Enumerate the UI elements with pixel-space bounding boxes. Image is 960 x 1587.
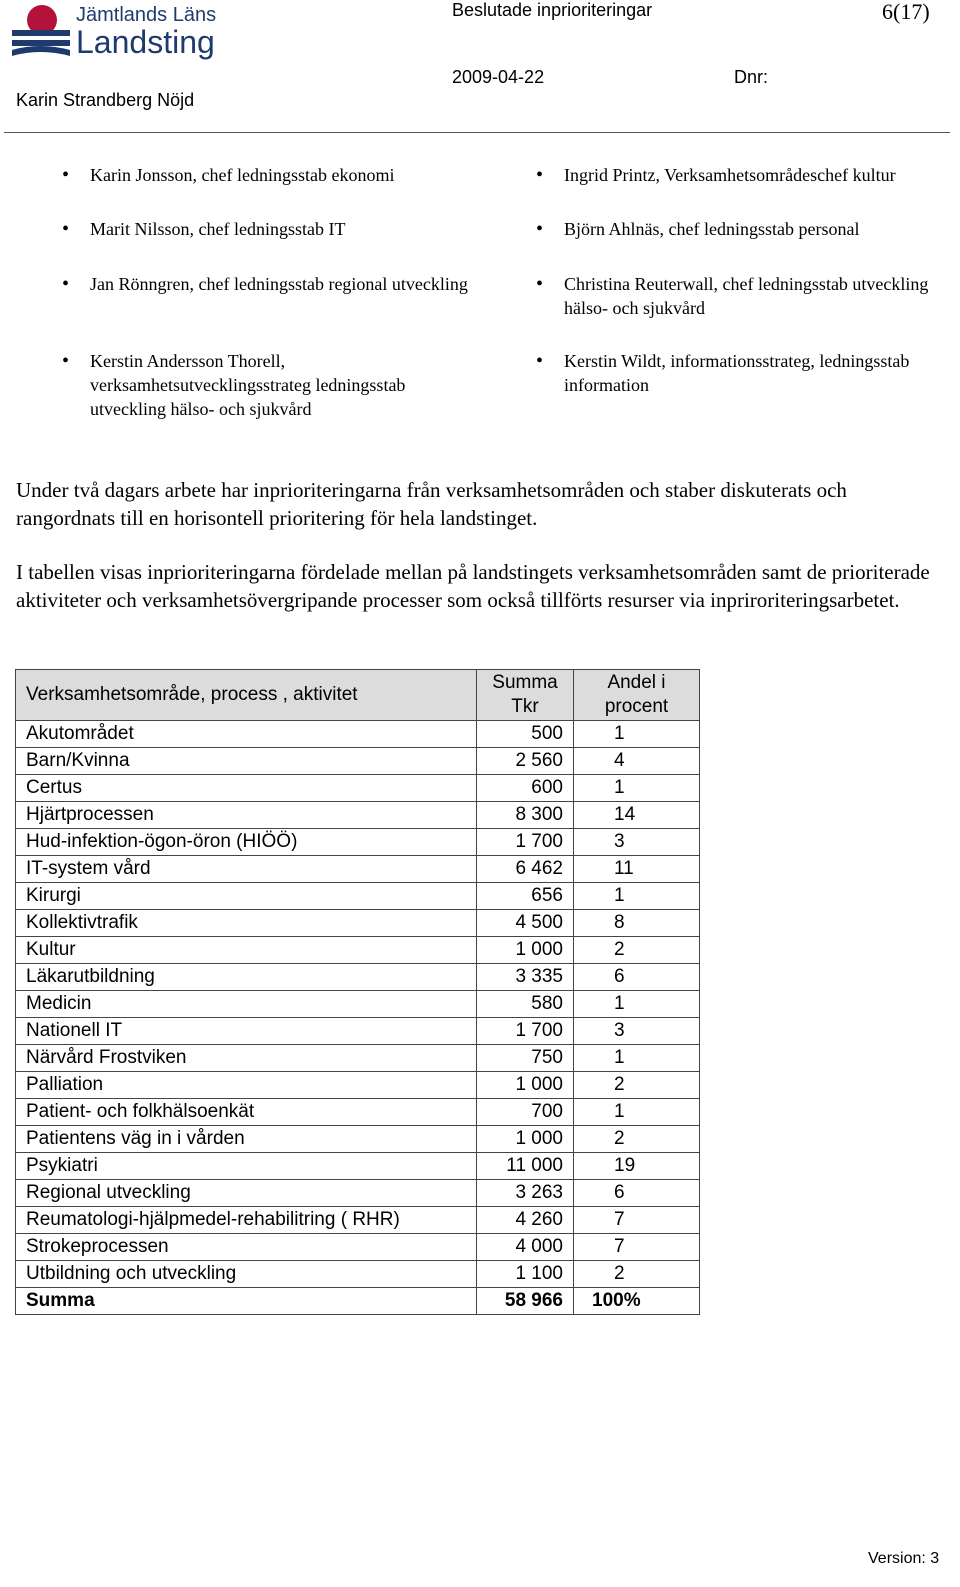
sum-cell: 600 <box>477 775 574 802</box>
area-cell: Hud-infektion-ögon-öron (HIÖÖ) <box>16 829 477 856</box>
table-row <box>16 910 700 937</box>
area-cell: Medicin <box>16 991 477 1018</box>
table-row <box>16 1099 700 1126</box>
area-cell: Kultur <box>16 937 477 964</box>
table-total-row <box>16 1288 700 1315</box>
area-cell: Reumatologi-hjälpmedel-rehabilitring ( RHR) <box>16 1207 477 1234</box>
document-author: Karin Strandberg Nöjd <box>16 90 195 110</box>
share-cell: 1 <box>574 1099 700 1126</box>
area-cell: Patientens väg in i vården <box>16 1126 477 1153</box>
share-cell: 8 <box>574 910 700 937</box>
share-cell: 2 <box>574 937 700 964</box>
table-row <box>16 802 700 829</box>
table-row <box>16 964 700 991</box>
area-cell: Strokeprocessen <box>16 1234 477 1261</box>
area-cell: Certus <box>16 775 477 802</box>
area-cell: Psykiatri <box>16 1153 477 1180</box>
table-row <box>16 1126 700 1153</box>
area-cell: Närvård Frostviken <box>16 1045 477 1072</box>
area-cell: IT-system vård <box>16 856 477 883</box>
list-item: • Björn Ahlnäs, chef ledningsstab personal <box>536 217 954 241</box>
area-cell: Barn/Kvinna <box>16 748 477 775</box>
area-cell: Akutområdet <box>16 721 477 748</box>
paragraph-intro: Under två dagars arbete har inprioriteringarna från verksamhetsområden och staber diskuterats och rangordnats till en horisontell prioritering för hela landstinget. <box>16 478 847 530</box>
sum-cell: 500 <box>477 721 574 748</box>
table-row <box>16 1072 700 1099</box>
document-date: 2009-04-22 <box>452 67 545 87</box>
list-item: • Christina Reuterwall, chef ledningsstab utveckling hälso- och sjukvård <box>536 272 954 320</box>
list-item: • Ingrid Printz, Verksamhetsområdeschef kultur <box>536 163 954 187</box>
paragraph-table-description: I tabellen visas inprioriteringarna fördelade mellan på landstingets verksamhetsområden samt de prioriterade aktiviteter och verksamhetsövergripande processer som också tillförts resurser via inpriroriteringsarbetet. <box>16 560 930 612</box>
table-row <box>16 721 700 748</box>
share-cell: 3 <box>574 829 700 856</box>
area-cell: Palliation <box>16 1072 477 1099</box>
sum-cell: 2 560 <box>477 748 574 775</box>
table-row <box>16 1234 700 1261</box>
table-row <box>16 1018 700 1045</box>
version-label: Version: 3 <box>868 1550 940 1567</box>
sum-cell: 3 263 <box>477 1180 574 1207</box>
share-cell: 1 <box>574 1045 700 1072</box>
share-cell: 19 <box>574 1153 700 1180</box>
sum-cell: 4 000 <box>477 1234 574 1261</box>
share-cell: 6 <box>574 1180 700 1207</box>
sum-cell: 8 300 <box>477 802 574 829</box>
share-cell: 14 <box>574 802 700 829</box>
logo-line-1: Jämtlands Läns <box>76 4 217 26</box>
area-cell: Utbildning och utveckling <box>16 1261 477 1288</box>
table-row <box>16 1045 700 1072</box>
share-cell: 2 <box>574 1261 700 1288</box>
sum-cell: 1 700 <box>477 829 574 856</box>
prioritization-table <box>15 669 700 1315</box>
share-cell: 7 <box>574 1234 700 1261</box>
share-cell: 1 <box>574 775 700 802</box>
share-cell: 2 <box>574 1072 700 1099</box>
area-cell: Kollektivtrafik <box>16 910 477 937</box>
list-item: • Jan Rönngren, chef ledningsstab regional utveckling <box>62 272 470 296</box>
list-item: • Kerstin Andersson Thorell, verksamhetsutvecklingsstrateg ledningsstab utveckling hälso- och sjukvård <box>62 349 470 421</box>
sum-cell: 1 700 <box>477 1018 574 1045</box>
share-cell: 11 <box>574 856 700 883</box>
sum-cell: 1 000 <box>477 937 574 964</box>
sum-cell: 4 260 <box>477 1207 574 1234</box>
table-row <box>16 856 700 883</box>
column-header-sum: Summa Tkr <box>477 670 574 721</box>
sum-cell: 58 966 <box>477 1288 574 1315</box>
sum-cell: 700 <box>477 1099 574 1126</box>
dnr-label: Dnr: <box>734 67 769 87</box>
sum-cell: 3 335 <box>477 964 574 991</box>
share-cell: 1 <box>574 991 700 1018</box>
table-row <box>16 991 700 1018</box>
sum-cell: 1 100 <box>477 1261 574 1288</box>
sum-cell: 11 000 <box>477 1153 574 1180</box>
area-cell: Patient- och folkhälsoenkät <box>16 1099 477 1126</box>
share-cell: 100% <box>574 1288 700 1315</box>
logo-line-2: Landsting <box>76 24 215 60</box>
column-header-area: Verksamhetsområde, process , aktivitet <box>16 670 477 721</box>
table-row <box>16 829 700 856</box>
share-cell: 3 <box>574 1018 700 1045</box>
sum-cell: 1 000 <box>477 1126 574 1153</box>
table-row <box>16 775 700 802</box>
sum-cell: 1 000 <box>477 1072 574 1099</box>
table-row <box>16 1207 700 1234</box>
area-cell: Regional utveckling <box>16 1180 477 1207</box>
column-header-share: Andel i procent <box>574 670 700 721</box>
share-cell: 6 <box>574 964 700 991</box>
table-row <box>16 937 700 964</box>
sum-cell: 656 <box>477 883 574 910</box>
list-item: • Marit Nilsson, chef ledningsstab IT <box>62 217 470 241</box>
share-cell: 7 <box>574 1207 700 1234</box>
page-number: 6(17) <box>882 0 930 24</box>
table-row <box>16 1180 700 1207</box>
table-body <box>16 721 700 1315</box>
sum-cell: 580 <box>477 991 574 1018</box>
share-cell: 1 <box>574 721 700 748</box>
landsting-logo <box>10 2 215 62</box>
table-header-row <box>16 670 700 721</box>
sum-cell: 750 <box>477 1045 574 1072</box>
document-title: Beslutade inprioriteringar <box>452 0 653 20</box>
list-item: • Kerstin Wildt, informationsstrateg, ledningsstab information <box>536 349 954 397</box>
area-cell: Hjärtprocessen <box>16 802 477 829</box>
sum-cell: 4 500 <box>477 910 574 937</box>
share-cell: 4 <box>574 748 700 775</box>
table-row <box>16 748 700 775</box>
area-cell: Läkarutbildning <box>16 964 477 991</box>
table-row <box>16 1261 700 1288</box>
share-cell: 2 <box>574 1126 700 1153</box>
share-cell: 1 <box>574 883 700 910</box>
list-item: • Karin Jonsson, chef ledningsstab ekonomi <box>62 163 470 187</box>
sum-cell: 6 462 <box>477 856 574 883</box>
area-cell: Kirurgi <box>16 883 477 910</box>
area-cell: Nationell IT <box>16 1018 477 1045</box>
header-divider <box>4 132 950 133</box>
table-row <box>16 883 700 910</box>
table-row <box>16 1153 700 1180</box>
area-cell: Summa <box>16 1288 477 1315</box>
logo-emblem-icon <box>10 2 72 60</box>
